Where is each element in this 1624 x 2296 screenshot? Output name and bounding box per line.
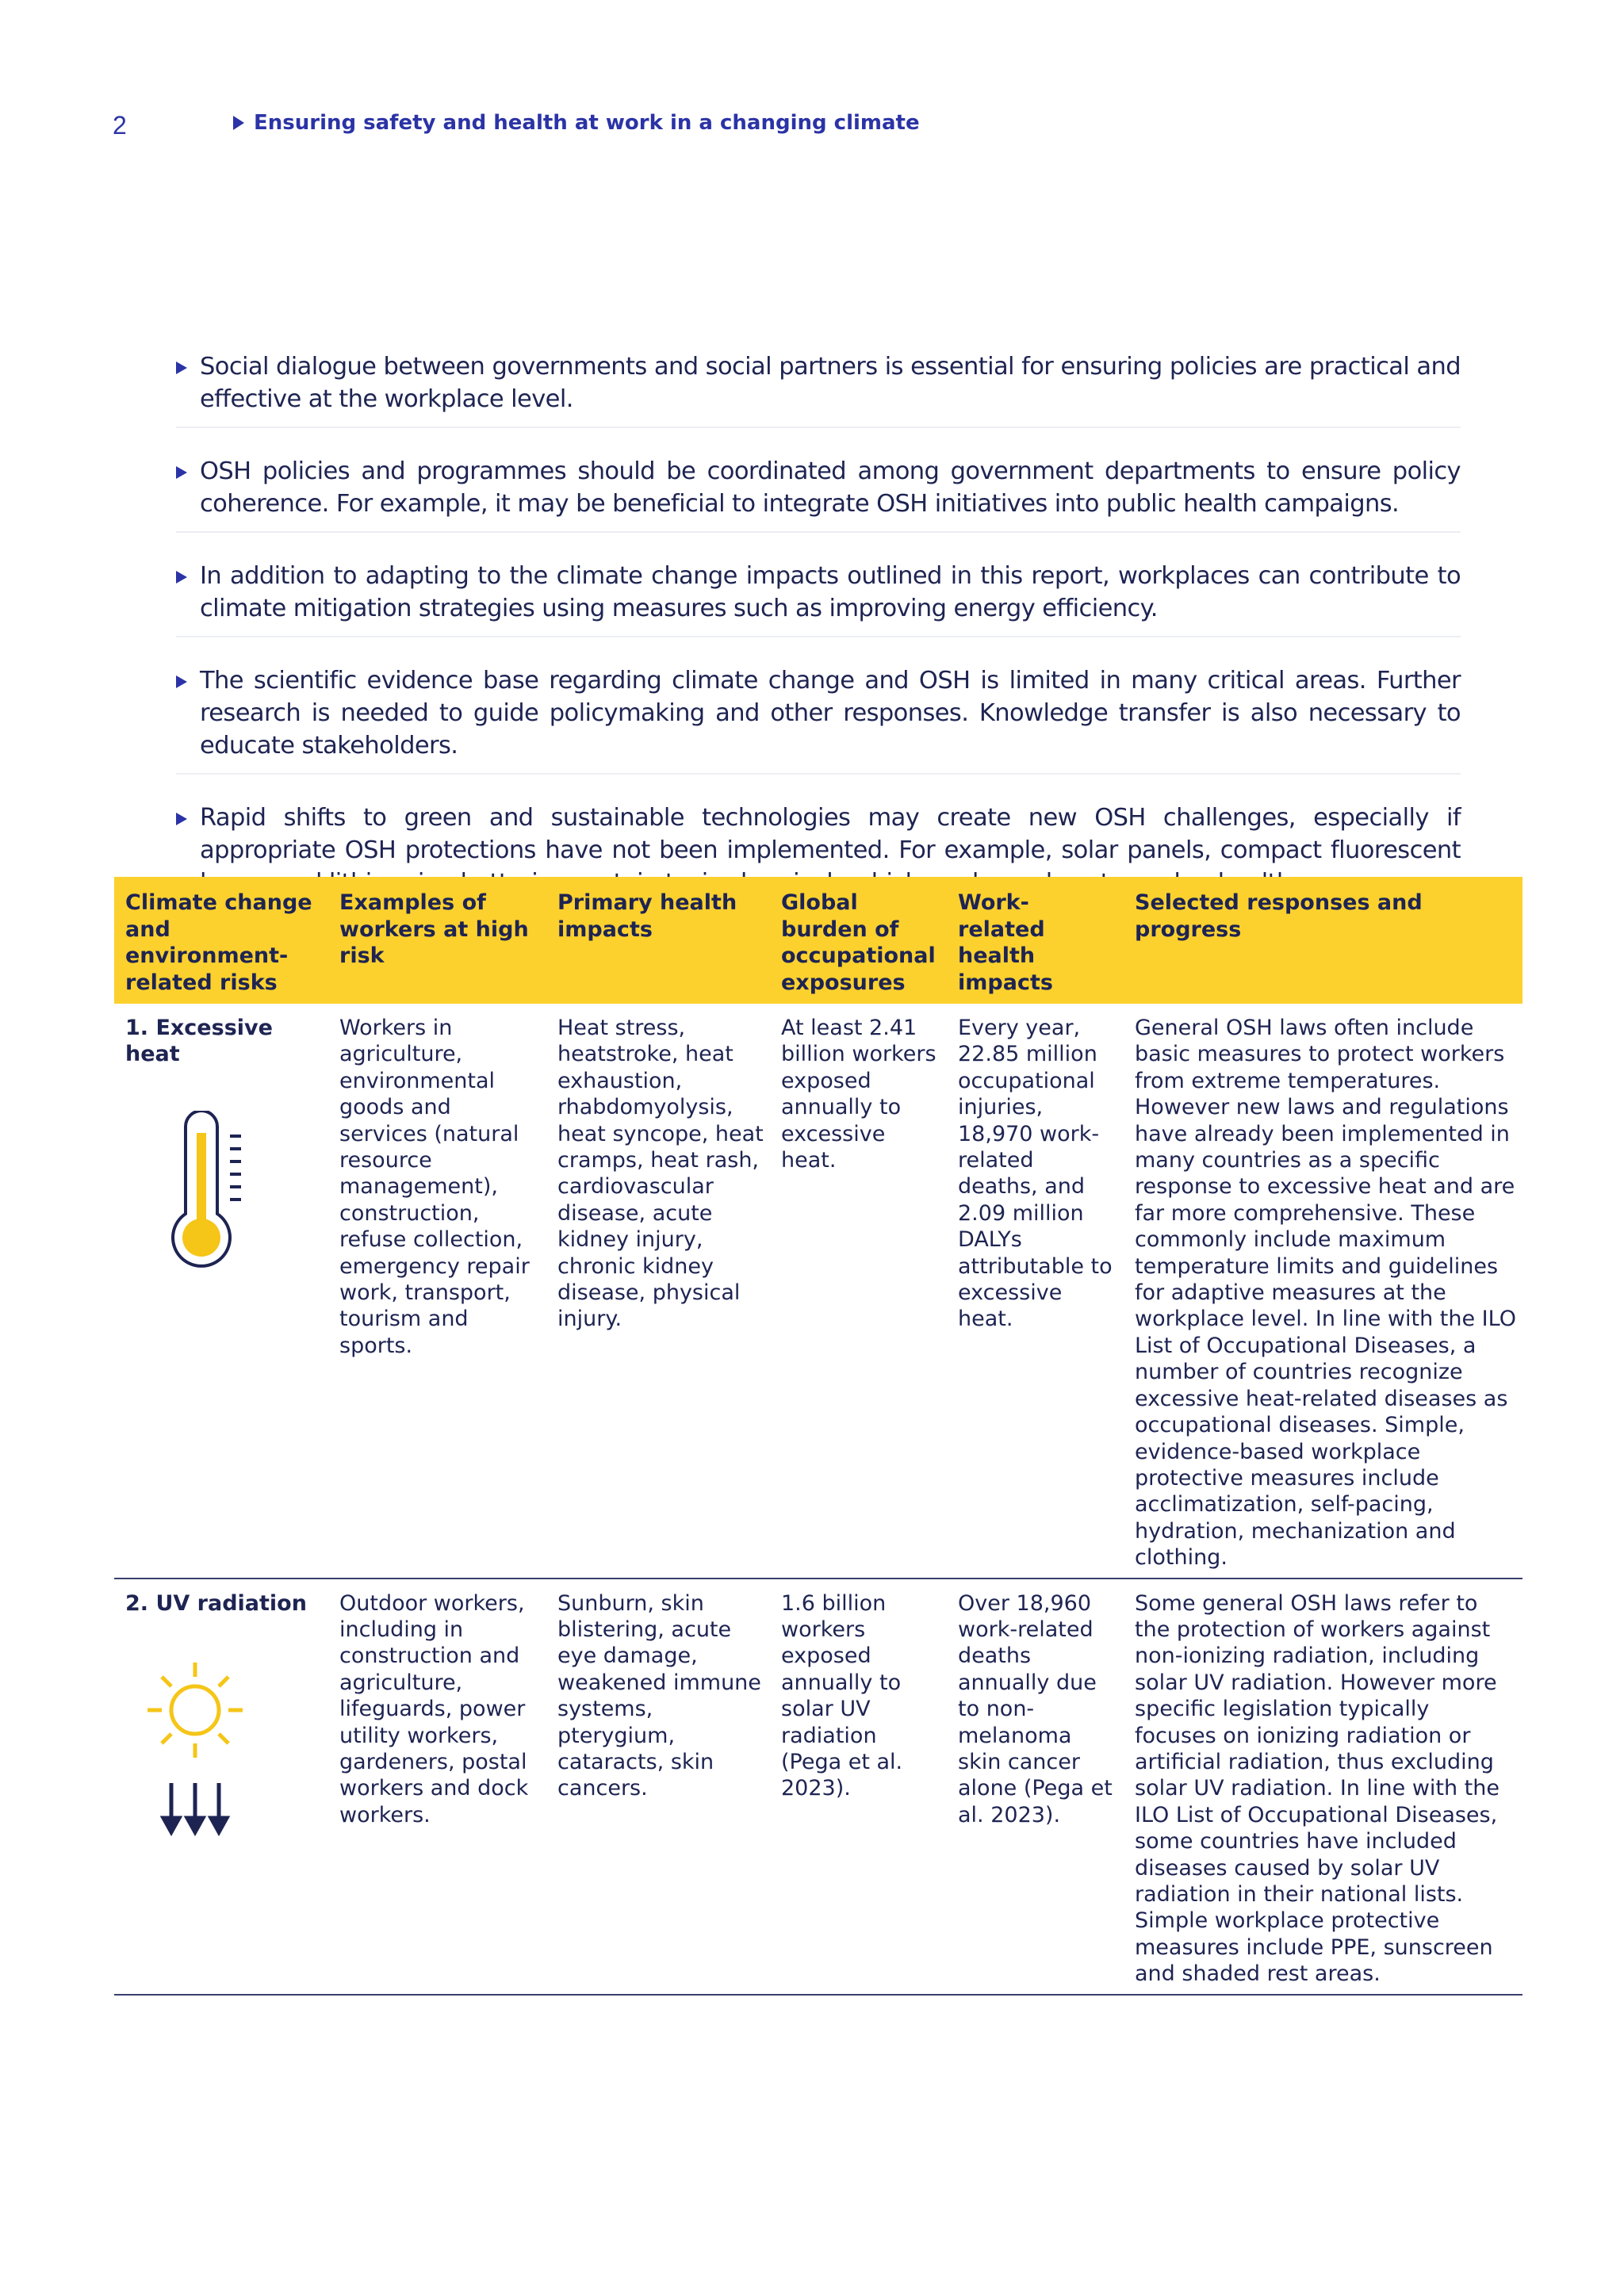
triangle-bullet-icon <box>176 813 187 825</box>
responses-cell: Some general OSH laws refer to the protection of workers against non-ionizing radiation, including solar UV radiation. However more specific legislation typically focuses on ionizing radiation or artificial radiation, thus excluding solar UV radiation. In line with the ILO List of Occupational Diseases, some countries have included diseases caused by solar UV radiation in their national lists. Simple workplace protective measures include PPE, sunscreen and shaded rest areas. <box>1135 1590 1500 1987</box>
work-impacts-cell: Every year, 22.85 million occupational injuries, 18,970 work-related deaths, and 2.09 million DALYs attributable to excessive heat. <box>958 1016 1113 1332</box>
key-points-list <box>176 341 1461 929</box>
sun-uv-icon <box>130 1648 322 1853</box>
impacts-cell: Heat stress, heatstroke, heat exhaustion, rhabdomyolysis, heat syncope, heat cramps, heat rash, cardiovascular disease, acute kidney injury, chronic kidney disease, physical injury. <box>557 1016 764 1332</box>
risk-cell <box>114 1590 328 1988</box>
burden-cell: At least 2.41 billion workers exposed annually to excessive heat. <box>781 1016 936 1173</box>
table-row <box>114 1579 1522 1996</box>
bullet-text: In addition to adapting to the climate change impacts outlined in this report, workplaces can contribute to climate mitigation strategies using measures such as improving energy efficiency. <box>200 562 1461 622</box>
list-item <box>176 446 1461 533</box>
work-impacts-cell: Over 18,960 work-related deaths annually due to non-melanoma skin cancer alone (Pega et al. 2023). <box>958 1590 1113 1827</box>
page-number: 2 <box>113 111 127 140</box>
triangle-bullet-icon <box>176 675 187 688</box>
column-header: Global burden of occupational exposures <box>781 890 936 995</box>
bullet-text: Social dialogue between governments and social partners is essential for ensuring policies are practical and effective at the workplace level. <box>200 353 1461 413</box>
column-header: Primary health impacts <box>557 890 737 942</box>
list-item <box>176 341 1461 428</box>
bullet-text: The scientific evidence base regarding climate change and OSH is limited in many critical areas. Further research is needed to guide policymaking and other responses. Knowledge transfer is also necessary to educate stakeholders. <box>200 667 1461 760</box>
risk-label: 1. Excessive heat <box>125 1016 273 1067</box>
triangle-bullet-icon <box>176 571 187 584</box>
responses-cell: General OSH laws often include basic measures to protect workers from extreme temperatures. However new laws and regulations have already been implemented in many countries as a specific response to excessive heat and are far more comprehensive. These commonly include maximum temperature limits and guidelines for adaptive measures at the workplace level. In line with the ILO List of Occupational Diseases, a number of countries recognize excessive heat-related diseases as occupational diseases. Simple, evidence-based workplace protective measures include acclimatization, self-pacing, hydration, mechanization and clothing. <box>1135 1016 1516 1571</box>
triangle-bullet-icon <box>176 466 187 479</box>
table-header <box>114 877 1522 1004</box>
table-row <box>114 1004 1522 1579</box>
risk-cell <box>114 1015 328 1571</box>
bullet-text: OSH policies and programmes should be coordinated among government departments to ensure policy coherence. For example, it may be beneficial to integrate OSH initiatives into public health campaigns. <box>200 457 1461 518</box>
bullet-text: Rapid shifts to green and sustainable technologies may create new OSH challenges, especially if appropriate OSH protections have not been implemented. For example, solar panels, compact fluorescent <box>200 804 1461 864</box>
burden-cell: 1.6 billion workers exposed annually to solar UV radiation (Pega et al. 2023). <box>781 1590 903 1801</box>
thermometer-icon <box>154 1111 322 1276</box>
list-item <box>176 655 1461 775</box>
workers-cell: Outdoor workers, including in construction and agriculture, lifeguards, power utility workers, gardeners, postal workers and dock workers. <box>339 1590 529 1827</box>
column-header: Work-related health impacts <box>958 890 1053 995</box>
column-header: Climate change and environment-related risks <box>125 890 312 995</box>
triangle-bullet-icon <box>176 362 187 374</box>
running-title: Ensuring safety and health at work in a changing climate <box>254 111 920 135</box>
climate-risks-table <box>114 877 1522 1996</box>
triangle-bullet-icon <box>233 116 244 130</box>
list-item <box>176 550 1461 637</box>
column-header: Examples of workers at high risk <box>339 890 529 968</box>
workers-cell: Workers in agriculture, environmental goods and services (natural resource management), construction, refuse collection, emergency repair work, transport, tourism and sports. <box>339 1016 530 1358</box>
column-header: Selected responses and progress <box>1135 890 1423 942</box>
risk-label: 2. UV radiation <box>125 1590 307 1616</box>
running-header <box>233 111 920 135</box>
impacts-cell: Sunburn, skin blistering, acute eye damage, weakened immune systems, pterygium, cataracts, skin cancers. <box>557 1590 761 1801</box>
